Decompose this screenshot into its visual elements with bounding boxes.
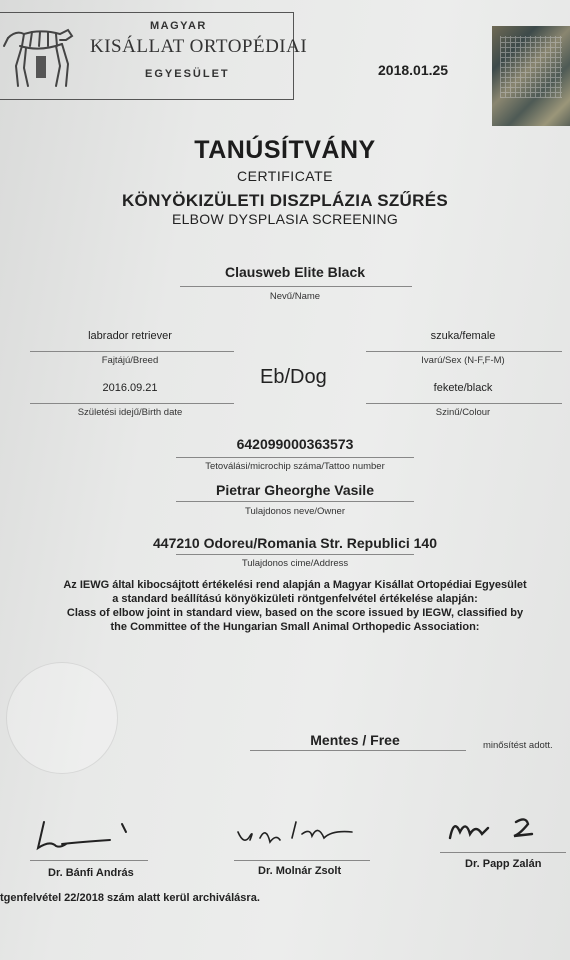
result-suffix: minősítést adott. bbox=[483, 740, 553, 751]
colour-value: fekete/black bbox=[433, 382, 493, 394]
sex-line bbox=[366, 351, 562, 352]
logo-line-1: MAGYAR bbox=[150, 20, 207, 32]
birth-label: Születési idejű/Birth date bbox=[77, 407, 183, 418]
embossed-seal bbox=[6, 662, 118, 774]
signature-banfi bbox=[30, 818, 150, 858]
address-line bbox=[176, 554, 414, 555]
signature-line-2 bbox=[234, 860, 370, 861]
paragraph-line-3: Class of elbow joint in standard view, based on the score issued by IEGW, classified by bbox=[66, 607, 524, 619]
title-main: TANÚSÍTVÁNY bbox=[194, 136, 376, 164]
birth-line bbox=[30, 403, 234, 404]
paragraph-line-1: Az IEWG által kibocsájtott értékelési rend alapján a Magyar Kisállat Ortopédiai Egyesület bbox=[63, 579, 527, 591]
dog-skeleton-icon bbox=[2, 16, 74, 90]
logo-line-2: KISÁLLAT ORTOPÉDIAI bbox=[90, 36, 308, 57]
hologram-pattern bbox=[500, 36, 562, 98]
owner-line bbox=[176, 501, 414, 502]
address-value: 447210 Odoreu/Romania Str. Republici 140 bbox=[153, 535, 437, 551]
breed-value: labrador retriever bbox=[88, 330, 172, 342]
name-value: Clausweb Elite Black bbox=[224, 264, 366, 280]
signature-papp bbox=[444, 812, 554, 848]
title-exam-en: ELBOW DYSPLASIA SCREENING bbox=[171, 211, 399, 227]
sex-label: Ivarú/Sex (N-F,F-M) bbox=[421, 355, 505, 366]
breed-line bbox=[30, 351, 234, 352]
name-line bbox=[180, 286, 412, 287]
issue-date: 2018.01.25 bbox=[378, 62, 449, 78]
sex-value: szuka/female bbox=[430, 330, 496, 342]
owner-value: Pietrar Gheorghe Vasile bbox=[216, 482, 374, 498]
breed-label: Fajtájú/Breed bbox=[101, 355, 159, 366]
paragraph-line-2: a standard beállítású könyökizületi röntgenfelvétel értékelése alapján: bbox=[112, 593, 478, 605]
logo-line-3: EGYESÜLET bbox=[145, 68, 230, 80]
species-label: Eb/Dog bbox=[260, 366, 327, 388]
chip-label: Tetoválási/microchip száma/Tattoo number bbox=[205, 461, 385, 472]
owner-label: Tulajdonos neve/Owner bbox=[245, 506, 345, 517]
result-line bbox=[250, 750, 466, 751]
colour-label: Szinű/Colour bbox=[435, 407, 491, 418]
classification-paragraph bbox=[40, 578, 550, 634]
signature-molnar bbox=[232, 818, 362, 854]
signer-name-2: Dr. Molnár Zsolt bbox=[258, 865, 342, 877]
paragraph-line-4: the Committee of the Hungarian Small Animal Orthopedic Association: bbox=[110, 621, 480, 633]
archive-note: tgenfelvétel 22/2018 szám alatt kerül archiválásra. bbox=[0, 892, 260, 904]
birth-value: 2016.09.21 bbox=[102, 382, 158, 394]
signature-line-3 bbox=[440, 852, 566, 853]
title-exam-hu: KÖNYÖKIZÜLETI DISZPLÁZIA SZŰRÉS bbox=[121, 191, 448, 210]
chip-line bbox=[176, 457, 414, 458]
address-label: Tulajdonos cime/Address bbox=[241, 558, 349, 569]
colour-line bbox=[366, 403, 562, 404]
title-certificate: CERTIFICATE bbox=[237, 168, 333, 184]
signature-line-1 bbox=[30, 860, 148, 861]
chip-value: 642099000363573 bbox=[236, 436, 354, 452]
name-label: Nevű/Name bbox=[269, 291, 321, 302]
signer-name-3: Dr. Papp Zalán bbox=[465, 858, 542, 870]
result-value: Mentes / Free bbox=[310, 732, 400, 748]
signer-name-1: Dr. Bánfi András bbox=[48, 867, 134, 879]
